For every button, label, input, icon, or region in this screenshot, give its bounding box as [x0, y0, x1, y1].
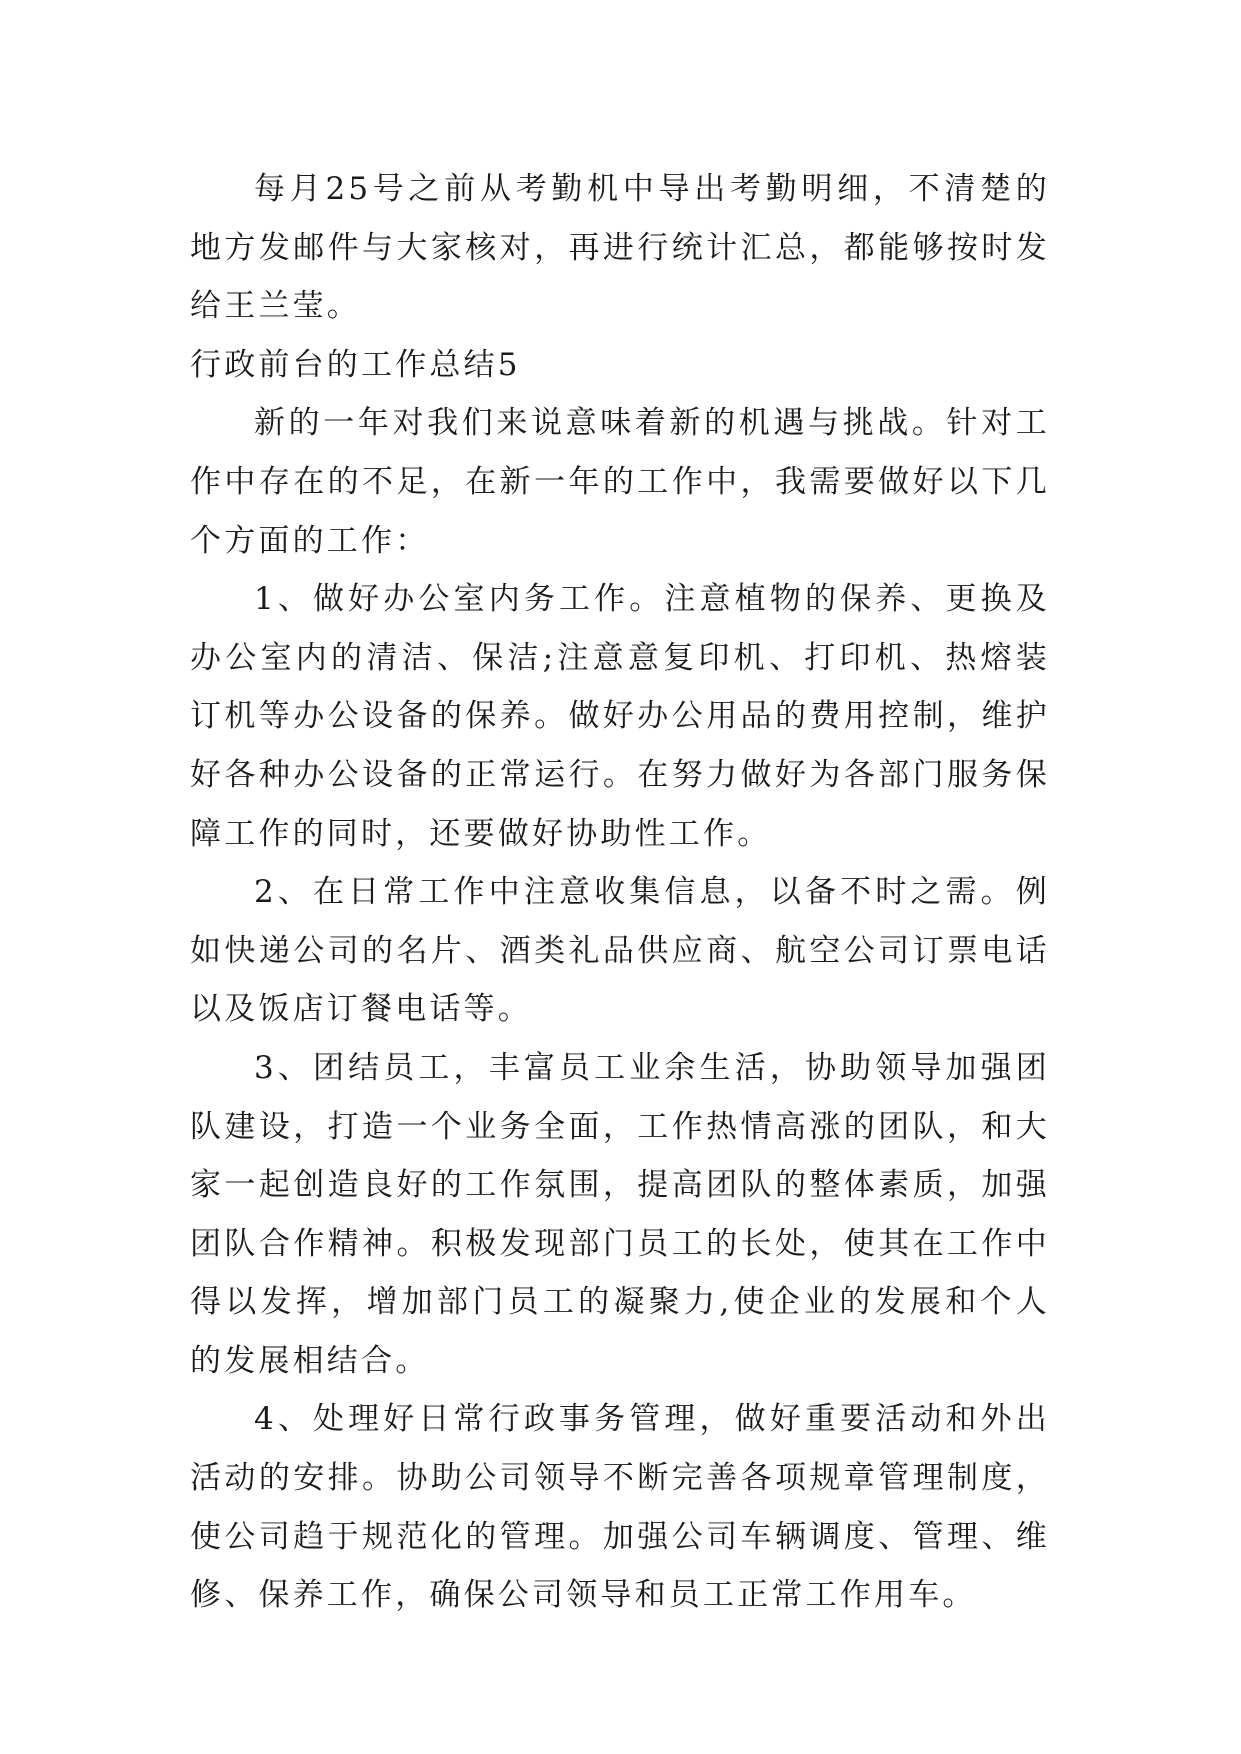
paragraph-attendance: 每月25号之前从考勤机中导出考勤明细，不清楚的地方发邮件与大家核对，再进行统计汇总，都能够按时发给王兰莹。: [190, 171, 1050, 325]
section-heading: 行政前台的工作总结5: [190, 346, 521, 383]
paragraph-item-4: 4、处理好日常行政事务管理，做好重要活动和外出活动的安排。协助公司领导不断完善各项规章管理制度，使公司趋于规范化的管理。加强公司车辆调度、管理、维修、保养工作，确保公司领导和员工正常工作用车。: [190, 1401, 1050, 1614]
paragraph-intro: 新的一年对我们来说意味着新的机遇与挑战。针对工作中存在的不足，在新一年的工作中，我需要做好以下几个方面的工作：: [190, 405, 1050, 559]
paragraph-item-2: 2、在日常工作中注意收集信息，以备不时之需。例如快递公司的名片、酒类礼品供应商、航空公司订票电话以及饭店订餐电话等。: [190, 874, 1050, 1028]
paragraph-item-3: 3、团结员工，丰富员工业余生活，协助领导加强团队建设，打造一个业务全面，工作热情高涨的团队，和大家一起创造良好的工作氛围，提高团队的整体素质，加强团队合作精神。积极发现部门员工的长处，使其在工作中得以发挥，增加部门员工的凝聚力,使企业的发展和个人的发展相结合。: [190, 1049, 1050, 1379]
paragraph-item-1: 1、做好办公室内务工作。注意植物的保养、更换及办公室内的清洁、保洁;注意意复印机、打印机、热熔装订机等办公设备的保养。做好办公用品的费用控制，维护好各种办公设备的正常运行。在努力做好为各部门服务保障工作的同时，还要做好协助性工作。: [190, 581, 1050, 852]
document-body: [190, 160, 1050, 1625]
